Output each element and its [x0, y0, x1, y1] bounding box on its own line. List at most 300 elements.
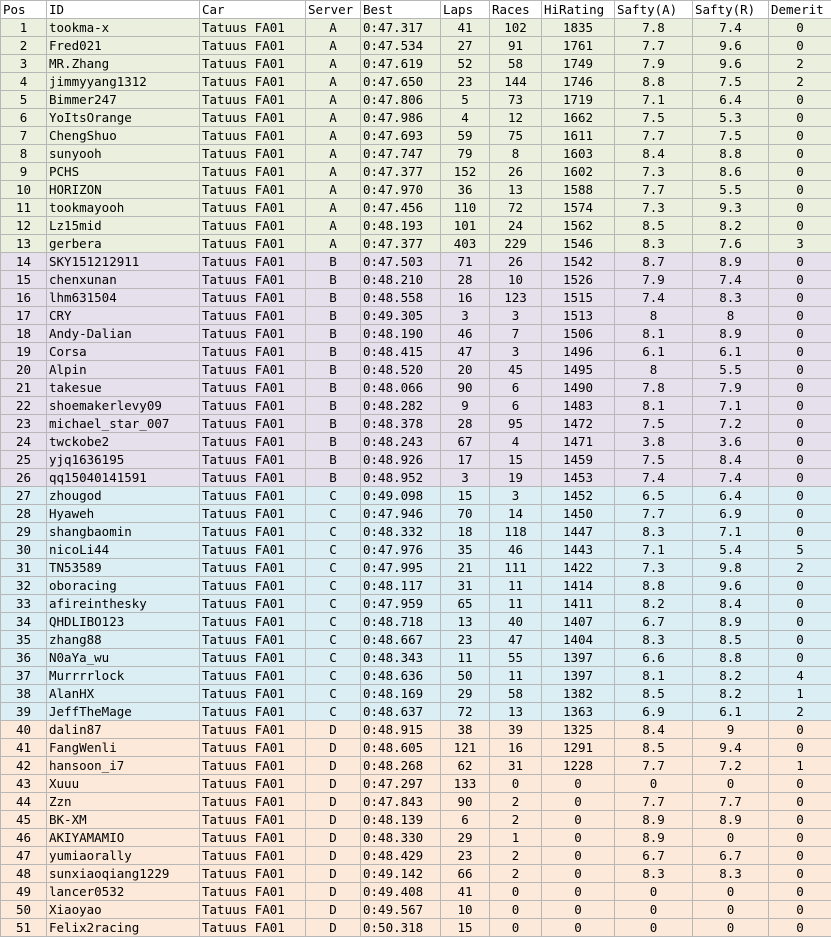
- cell-races: 6: [490, 379, 542, 397]
- cell-best: 0:48.637: [361, 703, 441, 721]
- cell-id: Fred021: [47, 37, 200, 55]
- cell-car: Tatuus FA01: [200, 217, 306, 235]
- cell-hirating: 0: [542, 793, 615, 811]
- cell-hirating: 1662: [542, 109, 615, 127]
- table-row: [1, 145, 831, 163]
- cell-demerit: 0: [769, 577, 831, 595]
- cell-id: Alpin: [47, 361, 200, 379]
- cell-hirating: 1422: [542, 559, 615, 577]
- table-body: [1, 19, 831, 937]
- cell-id: afireinthesky: [47, 595, 200, 613]
- cell-pos: 8: [1, 145, 47, 163]
- cell-safty-a: 8.3: [615, 865, 693, 883]
- cell-server: C: [306, 595, 361, 613]
- cell-best: 0:47.986: [361, 109, 441, 127]
- cell-best: 0:47.959: [361, 595, 441, 613]
- cell-laps: 38: [441, 721, 490, 739]
- cell-best: 0:48.558: [361, 289, 441, 307]
- cell-demerit: 0: [769, 379, 831, 397]
- cell-laps: 4: [441, 109, 490, 127]
- cell-id: SKY151212911: [47, 253, 200, 271]
- cell-safty-r: 5.3: [693, 109, 769, 127]
- cell-id: CRY: [47, 307, 200, 325]
- cell-demerit: 0: [769, 181, 831, 199]
- cell-safty-a: 6.9: [615, 703, 693, 721]
- cell-hirating: 1746: [542, 73, 615, 91]
- cell-demerit: 2: [769, 559, 831, 577]
- cell-demerit: 0: [769, 865, 831, 883]
- cell-hirating: 1450: [542, 505, 615, 523]
- cell-races: 144: [490, 73, 542, 91]
- cell-laps: 31: [441, 577, 490, 595]
- table-row: [1, 577, 831, 595]
- cell-pos: 27: [1, 487, 47, 505]
- cell-server: C: [306, 487, 361, 505]
- cell-safty-r: 5.4: [693, 541, 769, 559]
- cell-pos: 37: [1, 667, 47, 685]
- cell-safty-r: 0: [693, 775, 769, 793]
- cell-laps: 110: [441, 199, 490, 217]
- cell-id: TN53589: [47, 559, 200, 577]
- cell-races: 91: [490, 37, 542, 55]
- cell-id: dalin87: [47, 721, 200, 739]
- cell-car: Tatuus FA01: [200, 739, 306, 757]
- cell-hirating: 1602: [542, 163, 615, 181]
- table-row: [1, 289, 831, 307]
- table-row: [1, 757, 831, 775]
- cell-pos: 24: [1, 433, 47, 451]
- table-row: [1, 559, 831, 577]
- cell-best: 0:49.567: [361, 901, 441, 919]
- cell-safty-r: 7.5: [693, 73, 769, 91]
- cell-safty-a: 6.7: [615, 847, 693, 865]
- cell-pos: 12: [1, 217, 47, 235]
- cell-hirating: 1490: [542, 379, 615, 397]
- cell-id: N0aYa_wu: [47, 649, 200, 667]
- cell-safty-a: 8.5: [615, 739, 693, 757]
- cell-safty-r: 9: [693, 721, 769, 739]
- cell-car: Tatuus FA01: [200, 829, 306, 847]
- cell-car: Tatuus FA01: [200, 649, 306, 667]
- cell-laps: 23: [441, 631, 490, 649]
- cell-car: Tatuus FA01: [200, 721, 306, 739]
- table-row: [1, 55, 831, 73]
- table-row: [1, 721, 831, 739]
- cell-demerit: 0: [769, 847, 831, 865]
- cell-id: FangWenli: [47, 739, 200, 757]
- cell-car: Tatuus FA01: [200, 523, 306, 541]
- cell-safty-r: 6.1: [693, 343, 769, 361]
- cell-pos: 26: [1, 469, 47, 487]
- cell-safty-r: 6.7: [693, 847, 769, 865]
- cell-safty-a: 7.9: [615, 55, 693, 73]
- cell-pos: 46: [1, 829, 47, 847]
- table-row: [1, 37, 831, 55]
- cell-races: 3: [490, 343, 542, 361]
- cell-hirating: 1397: [542, 667, 615, 685]
- cell-demerit: 0: [769, 145, 831, 163]
- cell-best: 0:47.693: [361, 127, 441, 145]
- table-row: [1, 325, 831, 343]
- table-row: [1, 631, 831, 649]
- cell-safty-r: 9.3: [693, 199, 769, 217]
- cell-server: B: [306, 379, 361, 397]
- cell-hirating: 1574: [542, 199, 615, 217]
- cell-hirating: 1452: [542, 487, 615, 505]
- cell-safty-r: 0: [693, 919, 769, 937]
- cell-car: Tatuus FA01: [200, 667, 306, 685]
- cell-laps: 90: [441, 793, 490, 811]
- cell-best: 0:49.305: [361, 307, 441, 325]
- table-row: [1, 397, 831, 415]
- table-row: [1, 73, 831, 91]
- column-header-safty-a: Safty(A): [615, 1, 693, 19]
- cell-safty-a: 8.3: [615, 523, 693, 541]
- column-header-best: Best: [361, 1, 441, 19]
- cell-server: D: [306, 919, 361, 937]
- cell-laps: 59: [441, 127, 490, 145]
- cell-safty-a: 8.8: [615, 577, 693, 595]
- cell-laps: 101: [441, 217, 490, 235]
- cell-races: 10: [490, 271, 542, 289]
- cell-car: Tatuus FA01: [200, 775, 306, 793]
- cell-hirating: 1453: [542, 469, 615, 487]
- cell-safty-r: 3.6: [693, 433, 769, 451]
- cell-safty-a: 7.7: [615, 757, 693, 775]
- cell-id: gerbera: [47, 235, 200, 253]
- cell-pos: 41: [1, 739, 47, 757]
- cell-demerit: 0: [769, 253, 831, 271]
- cell-safty-a: 8: [615, 361, 693, 379]
- cell-safty-r: 8.3: [693, 289, 769, 307]
- cell-safty-a: 7.3: [615, 163, 693, 181]
- cell-demerit: 0: [769, 307, 831, 325]
- cell-races: 47: [490, 631, 542, 649]
- table-row: [1, 487, 831, 505]
- cell-races: 55: [490, 649, 542, 667]
- cell-races: 0: [490, 919, 542, 937]
- cell-races: 95: [490, 415, 542, 433]
- cell-demerit: 0: [769, 127, 831, 145]
- cell-pos: 5: [1, 91, 47, 109]
- cell-safty-a: 6.7: [615, 613, 693, 631]
- cell-laps: 152: [441, 163, 490, 181]
- table-row: [1, 253, 831, 271]
- cell-safty-a: 7.7: [615, 793, 693, 811]
- cell-server: A: [306, 127, 361, 145]
- cell-pos: 47: [1, 847, 47, 865]
- cell-best: 0:48.378: [361, 415, 441, 433]
- cell-laps: 6: [441, 811, 490, 829]
- cell-car: Tatuus FA01: [200, 415, 306, 433]
- cell-safty-r: 8.8: [693, 145, 769, 163]
- cell-hirating: 1397: [542, 649, 615, 667]
- cell-server: A: [306, 19, 361, 37]
- cell-demerit: 0: [769, 397, 831, 415]
- cell-server: B: [306, 469, 361, 487]
- cell-races: 24: [490, 217, 542, 235]
- cell-safty-r: 5.5: [693, 181, 769, 199]
- cell-pos: 13: [1, 235, 47, 253]
- cell-safty-a: 8.9: [615, 829, 693, 847]
- cell-server: D: [306, 721, 361, 739]
- cell-server: C: [306, 505, 361, 523]
- cell-laps: 71: [441, 253, 490, 271]
- cell-pos: 15: [1, 271, 47, 289]
- cell-pos: 9: [1, 163, 47, 181]
- cell-car: Tatuus FA01: [200, 307, 306, 325]
- cell-safty-a: 0: [615, 883, 693, 901]
- cell-laps: 70: [441, 505, 490, 523]
- cell-safty-r: 7.1: [693, 523, 769, 541]
- cell-server: C: [306, 613, 361, 631]
- cell-server: A: [306, 109, 361, 127]
- cell-races: 8: [490, 145, 542, 163]
- cell-races: 15: [490, 451, 542, 469]
- cell-races: 7: [490, 325, 542, 343]
- table-row: [1, 703, 831, 721]
- cell-demerit: 2: [769, 703, 831, 721]
- cell-id: Xuuu: [47, 775, 200, 793]
- cell-id: ChengShuo: [47, 127, 200, 145]
- cell-car: Tatuus FA01: [200, 325, 306, 343]
- cell-id: jimmyyang1312: [47, 73, 200, 91]
- cell-car: Tatuus FA01: [200, 703, 306, 721]
- cell-laps: 79: [441, 145, 490, 163]
- cell-races: 19: [490, 469, 542, 487]
- cell-id: hansoon_i7: [47, 757, 200, 775]
- cell-car: Tatuus FA01: [200, 199, 306, 217]
- cell-safty-a: 8.3: [615, 631, 693, 649]
- cell-hirating: 1542: [542, 253, 615, 271]
- cell-safty-r: 7.6: [693, 235, 769, 253]
- table-row: [1, 685, 831, 703]
- cell-server: B: [306, 343, 361, 361]
- cell-pos: 42: [1, 757, 47, 775]
- cell-laps: 13: [441, 613, 490, 631]
- cell-demerit: 0: [769, 505, 831, 523]
- cell-best: 0:48.193: [361, 217, 441, 235]
- cell-server: C: [306, 631, 361, 649]
- cell-pos: 30: [1, 541, 47, 559]
- cell-id: AKIYAMAMIO: [47, 829, 200, 847]
- cell-hirating: 0: [542, 865, 615, 883]
- cell-demerit: 0: [769, 19, 831, 37]
- cell-car: Tatuus FA01: [200, 577, 306, 595]
- cell-server: A: [306, 235, 361, 253]
- cell-hirating: 1546: [542, 235, 615, 253]
- cell-best: 0:47.976: [361, 541, 441, 559]
- cell-safty-r: 8.3: [693, 865, 769, 883]
- table-row: [1, 883, 831, 901]
- cell-safty-a: 7.7: [615, 127, 693, 145]
- cell-server: A: [306, 73, 361, 91]
- cell-races: 2: [490, 847, 542, 865]
- cell-pos: 22: [1, 397, 47, 415]
- cell-safty-a: 0: [615, 775, 693, 793]
- cell-hirating: 1495: [542, 361, 615, 379]
- cell-server: D: [306, 793, 361, 811]
- cell-races: 26: [490, 163, 542, 181]
- cell-pos: 2: [1, 37, 47, 55]
- cell-laps: 35: [441, 541, 490, 559]
- cell-safty-a: 7.4: [615, 289, 693, 307]
- column-header-id: ID: [47, 1, 200, 19]
- cell-laps: 23: [441, 73, 490, 91]
- cell-best: 0:47.806: [361, 91, 441, 109]
- cell-hirating: 1459: [542, 451, 615, 469]
- cell-hirating: 1496: [542, 343, 615, 361]
- cell-id: MR.Zhang: [47, 55, 200, 73]
- cell-safty-r: 8.4: [693, 595, 769, 613]
- cell-car: Tatuus FA01: [200, 559, 306, 577]
- cell-id: YoItsOrange: [47, 109, 200, 127]
- cell-safty-r: 8.8: [693, 649, 769, 667]
- cell-server: C: [306, 541, 361, 559]
- cell-demerit: 0: [769, 415, 831, 433]
- cell-safty-a: 7.7: [615, 181, 693, 199]
- cell-hirating: 1363: [542, 703, 615, 721]
- cell-best: 0:48.282: [361, 397, 441, 415]
- cell-pos: 4: [1, 73, 47, 91]
- cell-car: Tatuus FA01: [200, 289, 306, 307]
- cell-races: 0: [490, 883, 542, 901]
- cell-races: 123: [490, 289, 542, 307]
- cell-id: HORIZON: [47, 181, 200, 199]
- cell-server: C: [306, 667, 361, 685]
- cell-races: 26: [490, 253, 542, 271]
- cell-pos: 34: [1, 613, 47, 631]
- cell-hirating: 0: [542, 811, 615, 829]
- cell-safty-r: 8.2: [693, 685, 769, 703]
- cell-id: tookma-x: [47, 19, 200, 37]
- cell-safty-r: 9.4: [693, 739, 769, 757]
- cell-demerit: 3: [769, 235, 831, 253]
- cell-server: B: [306, 307, 361, 325]
- cell-id: Murrrrlock: [47, 667, 200, 685]
- cell-races: 40: [490, 613, 542, 631]
- cell-demerit: 4: [769, 667, 831, 685]
- cell-pos: 38: [1, 685, 47, 703]
- cell-safty-r: 7.1: [693, 397, 769, 415]
- cell-car: Tatuus FA01: [200, 883, 306, 901]
- cell-laps: 17: [441, 451, 490, 469]
- cell-car: Tatuus FA01: [200, 127, 306, 145]
- cell-id: oboracing: [47, 577, 200, 595]
- cell-car: Tatuus FA01: [200, 541, 306, 559]
- cell-best: 0:48.139: [361, 811, 441, 829]
- cell-demerit: 0: [769, 649, 831, 667]
- cell-laps: 46: [441, 325, 490, 343]
- cell-pos: 40: [1, 721, 47, 739]
- cell-best: 0:47.297: [361, 775, 441, 793]
- table-row: [1, 199, 831, 217]
- table-row: [1, 163, 831, 181]
- cell-demerit: 0: [769, 883, 831, 901]
- cell-laps: 3: [441, 469, 490, 487]
- column-header-demerit: Demerit: [769, 1, 831, 19]
- cell-car: Tatuus FA01: [200, 433, 306, 451]
- cell-races: 11: [490, 595, 542, 613]
- cell-pos: 17: [1, 307, 47, 325]
- cell-server: D: [306, 865, 361, 883]
- cell-safty-a: 8.4: [615, 145, 693, 163]
- column-header-pos: Pos: [1, 1, 47, 19]
- cell-pos: 44: [1, 793, 47, 811]
- cell-laps: 66: [441, 865, 490, 883]
- cell-car: Tatuus FA01: [200, 109, 306, 127]
- cell-safty-a: 7.5: [615, 451, 693, 469]
- cell-best: 0:47.747: [361, 145, 441, 163]
- cell-server: B: [306, 451, 361, 469]
- cell-demerit: 2: [769, 55, 831, 73]
- cell-demerit: 0: [769, 343, 831, 361]
- cell-safty-a: 7.1: [615, 541, 693, 559]
- cell-server: B: [306, 361, 361, 379]
- table-row: [1, 541, 831, 559]
- cell-demerit: 0: [769, 109, 831, 127]
- cell-safty-r: 9.6: [693, 577, 769, 595]
- cell-hirating: 1325: [542, 721, 615, 739]
- cell-safty-r: 6.4: [693, 91, 769, 109]
- cell-pos: 33: [1, 595, 47, 613]
- cell-id: twckobe2: [47, 433, 200, 451]
- cell-best: 0:48.429: [361, 847, 441, 865]
- cell-pos: 32: [1, 577, 47, 595]
- cell-safty-r: 8: [693, 307, 769, 325]
- cell-car: Tatuus FA01: [200, 757, 306, 775]
- table-row: [1, 829, 831, 847]
- cell-car: Tatuus FA01: [200, 253, 306, 271]
- cell-hirating: 1228: [542, 757, 615, 775]
- cell-hirating: 1749: [542, 55, 615, 73]
- cell-laps: 403: [441, 235, 490, 253]
- cell-laps: 36: [441, 181, 490, 199]
- cell-demerit: 0: [769, 919, 831, 937]
- cell-best: 0:47.456: [361, 199, 441, 217]
- cell-demerit: 0: [769, 91, 831, 109]
- cell-safty-a: 0: [615, 919, 693, 937]
- cell-id: nicoLi44: [47, 541, 200, 559]
- cell-demerit: 0: [769, 901, 831, 919]
- cell-hirating: 1719: [542, 91, 615, 109]
- cell-car: Tatuus FA01: [200, 379, 306, 397]
- cell-pos: 45: [1, 811, 47, 829]
- cell-safty-r: 7.5: [693, 127, 769, 145]
- table-row: [1, 217, 831, 235]
- cell-races: 6: [490, 397, 542, 415]
- cell-best: 0:48.210: [361, 271, 441, 289]
- cell-races: 73: [490, 91, 542, 109]
- cell-id: BK-XM: [47, 811, 200, 829]
- cell-safty-a: 7.1: [615, 91, 693, 109]
- cell-safty-r: 8.2: [693, 217, 769, 235]
- cell-hirating: 0: [542, 775, 615, 793]
- cell-hirating: 1835: [542, 19, 615, 37]
- table-row: [1, 613, 831, 631]
- cell-best: 0:47.377: [361, 163, 441, 181]
- cell-laps: 20: [441, 361, 490, 379]
- cell-server: C: [306, 703, 361, 721]
- cell-safty-r: 8.5: [693, 631, 769, 649]
- cell-pos: 49: [1, 883, 47, 901]
- cell-pos: 28: [1, 505, 47, 523]
- cell-best: 0:48.330: [361, 829, 441, 847]
- cell-car: Tatuus FA01: [200, 847, 306, 865]
- cell-laps: 52: [441, 55, 490, 73]
- cell-server: B: [306, 253, 361, 271]
- cell-laps: 47: [441, 343, 490, 361]
